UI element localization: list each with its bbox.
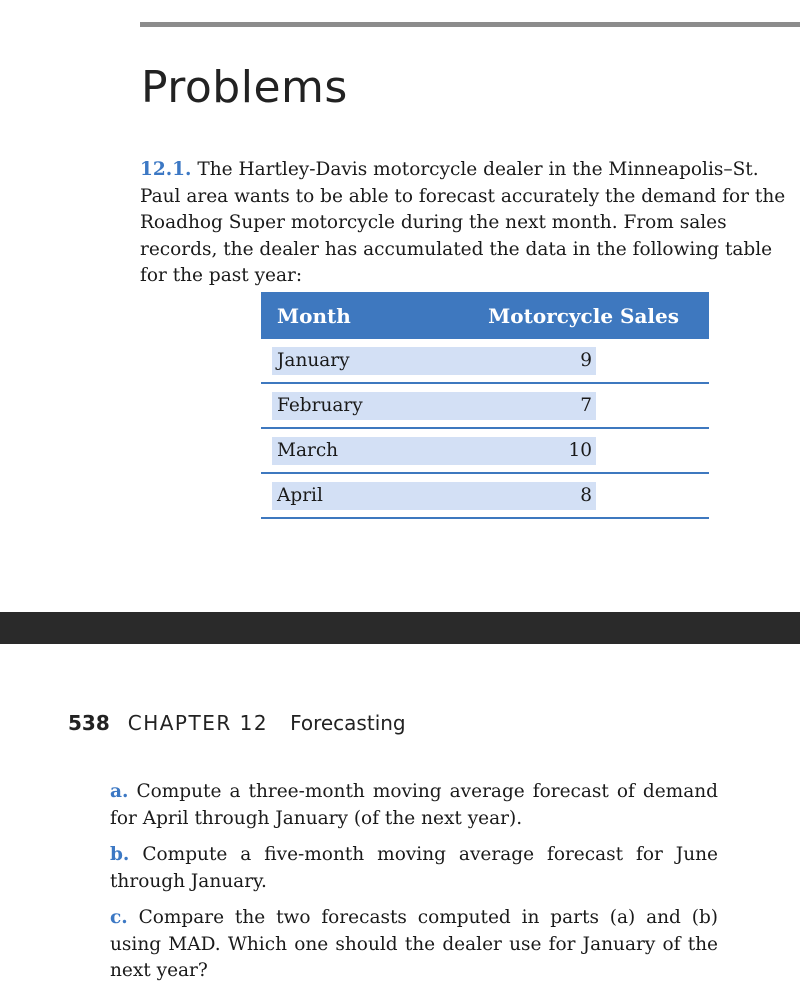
month-cell: March — [261, 428, 402, 473]
column-header-sales: Motorcycle Sales — [402, 292, 709, 339]
part-label: a. — [110, 781, 129, 802]
sales-cell: 7 — [402, 383, 709, 428]
chapter-label: CHAPTER 12 — [127, 711, 269, 735]
page-break-band — [0, 612, 800, 644]
month-cell: April — [261, 473, 402, 518]
table-row — [261, 383, 709, 428]
chapter-title: Forecasting — [290, 711, 406, 735]
month-cell: January — [261, 339, 402, 383]
part-label: b. — [110, 844, 130, 865]
part-b — [110, 842, 718, 895]
table-row — [261, 473, 709, 518]
problem-text: The Hartley-Davis motorcycle dealer in the Minneapolis–St. Paul area wants to be able to forecast accurately the demand for the Roadhog Super motorcycle during the next month. From sales records, the dealer has accumulated the data in the following table for the past year: — [140, 159, 786, 286]
top-rule — [140, 22, 800, 27]
part-a — [110, 779, 718, 832]
part-label: c. — [110, 907, 128, 928]
part-text: Compute a three-month moving average forecast of demand for April through January (of the next year). — [110, 781, 718, 829]
table-row — [261, 428, 709, 473]
month-cell: February — [261, 383, 402, 428]
section-heading: Problems — [141, 62, 348, 113]
table-row — [261, 339, 709, 383]
problem-parts — [110, 779, 718, 995]
sales-cell: 10 — [402, 428, 709, 473]
part-text: Compute a five-month moving average forecast for June through January. — [110, 844, 718, 892]
table-header-row — [261, 292, 709, 339]
running-head — [68, 711, 406, 735]
page-number: 538 — [68, 711, 110, 735]
sales-cell: 8 — [402, 473, 709, 518]
sales-cell: 9 — [402, 339, 709, 383]
problem-statement — [140, 157, 792, 290]
part-c — [110, 905, 718, 985]
column-header-month: Month — [261, 292, 402, 339]
sales-table — [261, 292, 709, 519]
problem-number: 12.1. — [140, 159, 192, 180]
part-text: Compare the two forecasts computed in parts (a) and (b) using MAD. Which one should the dealer use for January of the next year? — [110, 907, 719, 981]
